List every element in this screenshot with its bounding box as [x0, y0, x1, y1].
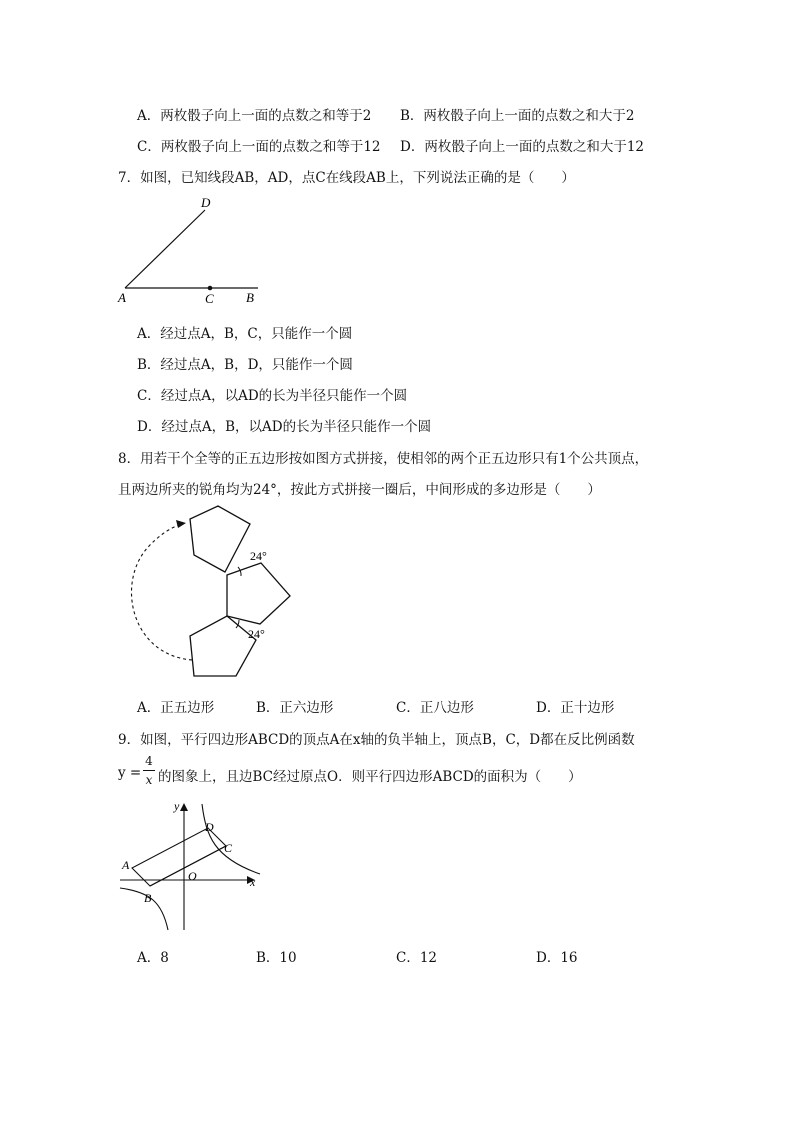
q9-stem-line1: 9．如图，平行四边形ABCD的顶点A在x轴的负半轴上，顶点B，C，D都在反比例函数 [118, 732, 635, 748]
q9-function-denominator: x [145, 773, 153, 787]
q8-option-a: A．正五边形 [137, 700, 215, 716]
label-c: C [224, 841, 233, 855]
label-c: C [205, 291, 214, 306]
q7-option-c: C．经过点A，以AD的长为半径只能作一个圆 [137, 388, 408, 404]
q8-stem-line2: 且两边所夹的锐角均为24°，按此方式拼接一圈后，中间形成的多边形是（ ） [118, 482, 601, 498]
label-o: O [188, 869, 197, 883]
q8-figure [110, 500, 310, 690]
label-y: y [174, 799, 180, 813]
q9-option-c: C．12 [396, 950, 438, 966]
label-d: D [201, 195, 211, 210]
q6-option-d: D．两枚骰子向上一面的点数之和大于12 [400, 139, 645, 155]
pentagon-middle [227, 563, 290, 624]
label-x: x [250, 875, 256, 889]
label-b: B [246, 290, 254, 305]
q7-option-d: D．经过点A，B，以AD的长为半径只能作一个圆 [137, 419, 432, 435]
q8-option-d: D．正十边形 [536, 700, 615, 716]
label-a: A [122, 858, 130, 872]
q9-figure [110, 796, 270, 936]
q6-option-a: A．两枚骰子向上一面的点数之和等于2 [137, 108, 372, 124]
fraction-bar [143, 770, 155, 771]
q6-option-b: B．两枚骰子向上一面的点数之和大于2 [400, 108, 635, 124]
angle-label-top: 24° [250, 549, 267, 563]
segment-ad [125, 210, 205, 288]
angle-label-bottom: 24° [248, 627, 265, 641]
q6-option-c: C．两枚骰子向上一面的点数之和等于12 [137, 139, 381, 155]
q8-stem-line1: 8．用若干个全等的正五边形按如图方式拼接，使相邻的两个正五边形只有1个公共顶点， [118, 451, 649, 467]
pentagon-top [190, 506, 250, 572]
parallelogram-abcd [132, 828, 226, 886]
arrow-head-icon [176, 520, 186, 528]
q9-option-b: B．10 [256, 950, 297, 966]
label-a: A [118, 290, 126, 305]
q9-function-y: y = [118, 765, 142, 781]
q7-stem: 7．如图，已知线段AB，AD，点C在线段AB上，下列说法正确的是（ ） [118, 170, 575, 186]
q9-stem-line2: 的图象上，且边BC经过原点O．则平行四边形ABCD的面积为（ ） [158, 769, 582, 785]
q9-option-a: A．8 [137, 950, 169, 966]
q7-figure [110, 190, 280, 310]
rotation-arrow [131, 524, 192, 660]
hyperbola-first-quadrant [202, 804, 260, 874]
point-c [208, 286, 213, 291]
label-d: D [205, 820, 214, 834]
q8-option-b: B．正六边形 [256, 700, 334, 716]
pentagon-bottom [190, 616, 256, 676]
q9-option-d: D．16 [536, 950, 578, 966]
label-b: B [144, 891, 152, 905]
q9-function-numerator: 4 [145, 754, 153, 768]
y-axis-arrow-icon [180, 803, 188, 811]
q7-option-a: A．经过点A，B，C，只能作一个圆 [137, 326, 353, 342]
q7-option-b: B．经过点A，B，D，只能作一个圆 [137, 357, 353, 373]
q8-option-c: C．正八边形 [396, 700, 474, 716]
